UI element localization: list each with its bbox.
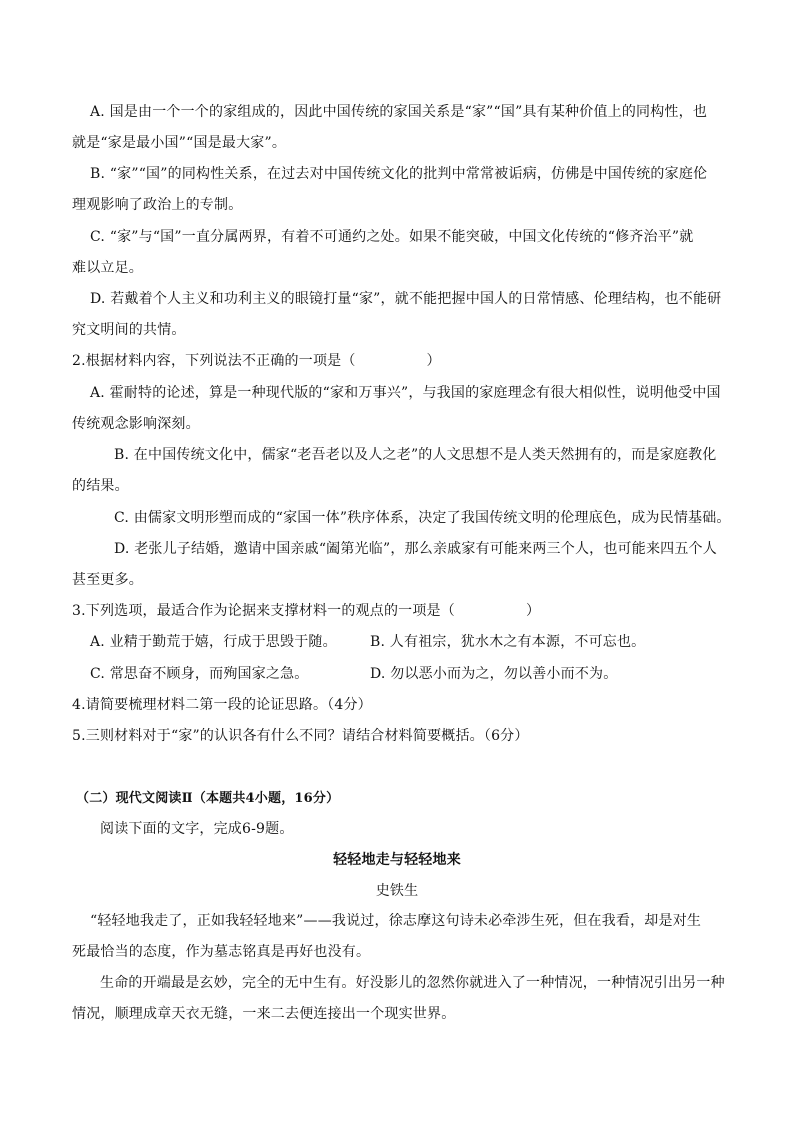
q3-option-a: A. 业精于勤荒于嬉，行成于思毁于随。	[90, 634, 337, 650]
q1-option-a-line1: A. 国是由一个一个的家组成的，因此中国传统的家国关系是“家”“国”具有某种价值上的同构性，也	[90, 104, 708, 120]
q3-stem: 3.下列选项，最适合作为论据来支撑材料一的观点的一项是（ ）	[72, 603, 541, 619]
q3-option-c: C. 常思奋不顾身，而殉国家之急。	[90, 666, 309, 682]
q4-stem: 4.请简要梳理材料二第一段的论证思路。（4分）	[72, 697, 372, 713]
q2-option-a-line1: A. 霍耐特的论述，算是一种现代版的“家和万事兴”，与我国的家庭理念有很大相似性，说明他受中国	[90, 385, 721, 401]
passage-title: 轻轻地走与轻轻地来	[333, 852, 461, 868]
q2-option-b-line1: B. 在中国传统文化中，儒家“老吾老以及人之老”的人文思想不是人类天然拥有的，而是家庭教化	[114, 447, 717, 463]
q5-stem: 5.三则材料对于“家”的认识各有什么不同？请结合材料简要概括。（6分）	[72, 728, 529, 744]
passage-p2-line1: 生命的开端最是玄妙，完全的无中生有。好没影儿的忽然你就进入了一种情况，一种情况引出另一种	[100, 975, 725, 991]
reading-instruction: 阅读下面的文字，完成6-9题。	[100, 821, 294, 837]
q1-option-b-line1: B. “家”“国”的同构性关系，在过去对中国传统文化的批判中常常被诟病，仿佛是中国传统的家庭伦	[90, 166, 708, 182]
q1-option-c-line2: 难以立足。	[72, 260, 143, 276]
q1-option-a-line2: 就是“家是最小国”“国是最大家”。	[72, 135, 287, 151]
passage-author: 史铁生	[375, 883, 419, 899]
q2-stem: 2.根据材料内容，下列说法不正确的一项是（ ）	[72, 353, 441, 369]
q1-option-b-line2: 理观影响了政治上的专制。	[72, 197, 243, 213]
passage-p2-line2: 情况，顺理成章天衣无缝，一来二去便连接出一个现实世界。	[72, 1006, 456, 1022]
q3-option-b: B. 人有祖宗，犹水木之有本源，不可忘也。	[370, 634, 646, 650]
q2-option-d-line2: 甚至更多。	[72, 572, 143, 588]
q1-option-c-line1: C. “家”与“国”一直分属两界，有着不可通约之处。如果不能突破，中国文化传统的“修齐治平”就	[90, 229, 694, 245]
passage-p1-line1: “轻轻地我走了，正如我轻轻地来”——我说过，徐志摩这句诗未必牵涉生死，但在我看，却是对生	[90, 913, 702, 929]
q1-option-d-line2: 究文明间的共情。	[72, 322, 186, 338]
q2-option-a-line2: 传统观念影响深刻。	[72, 416, 200, 432]
q1-option-d-line1: D. 若戴着个人主义和功利主义的眼镜打量“家”，就不能把握中国人的日常情感、伦理结构，也不能研	[90, 291, 722, 307]
passage-p1-line2: 死最恰当的态度，作为墓志铭真是再好也没有。	[72, 944, 371, 960]
q3-option-d: D. 勿以恶小而为之，勿以善小而不为。	[370, 666, 618, 682]
q2-option-d-line1: D. 老张儿子结婚，邀请中国亲戚“阖第光临”，那么亲戚家有可能来两三个人，也可能来四五个人	[114, 541, 717, 557]
section-heading: （二）现代文阅读Ⅱ（本题共4小题，16分）	[76, 791, 340, 806]
q2-option-c-line1: C. 由儒家文明形塑而成的“家国一体”秩序体系，决定了我国传统文明的伦理底色，成为民情基础。	[114, 510, 731, 526]
q2-option-b-line2: 的结果。	[72, 478, 129, 494]
